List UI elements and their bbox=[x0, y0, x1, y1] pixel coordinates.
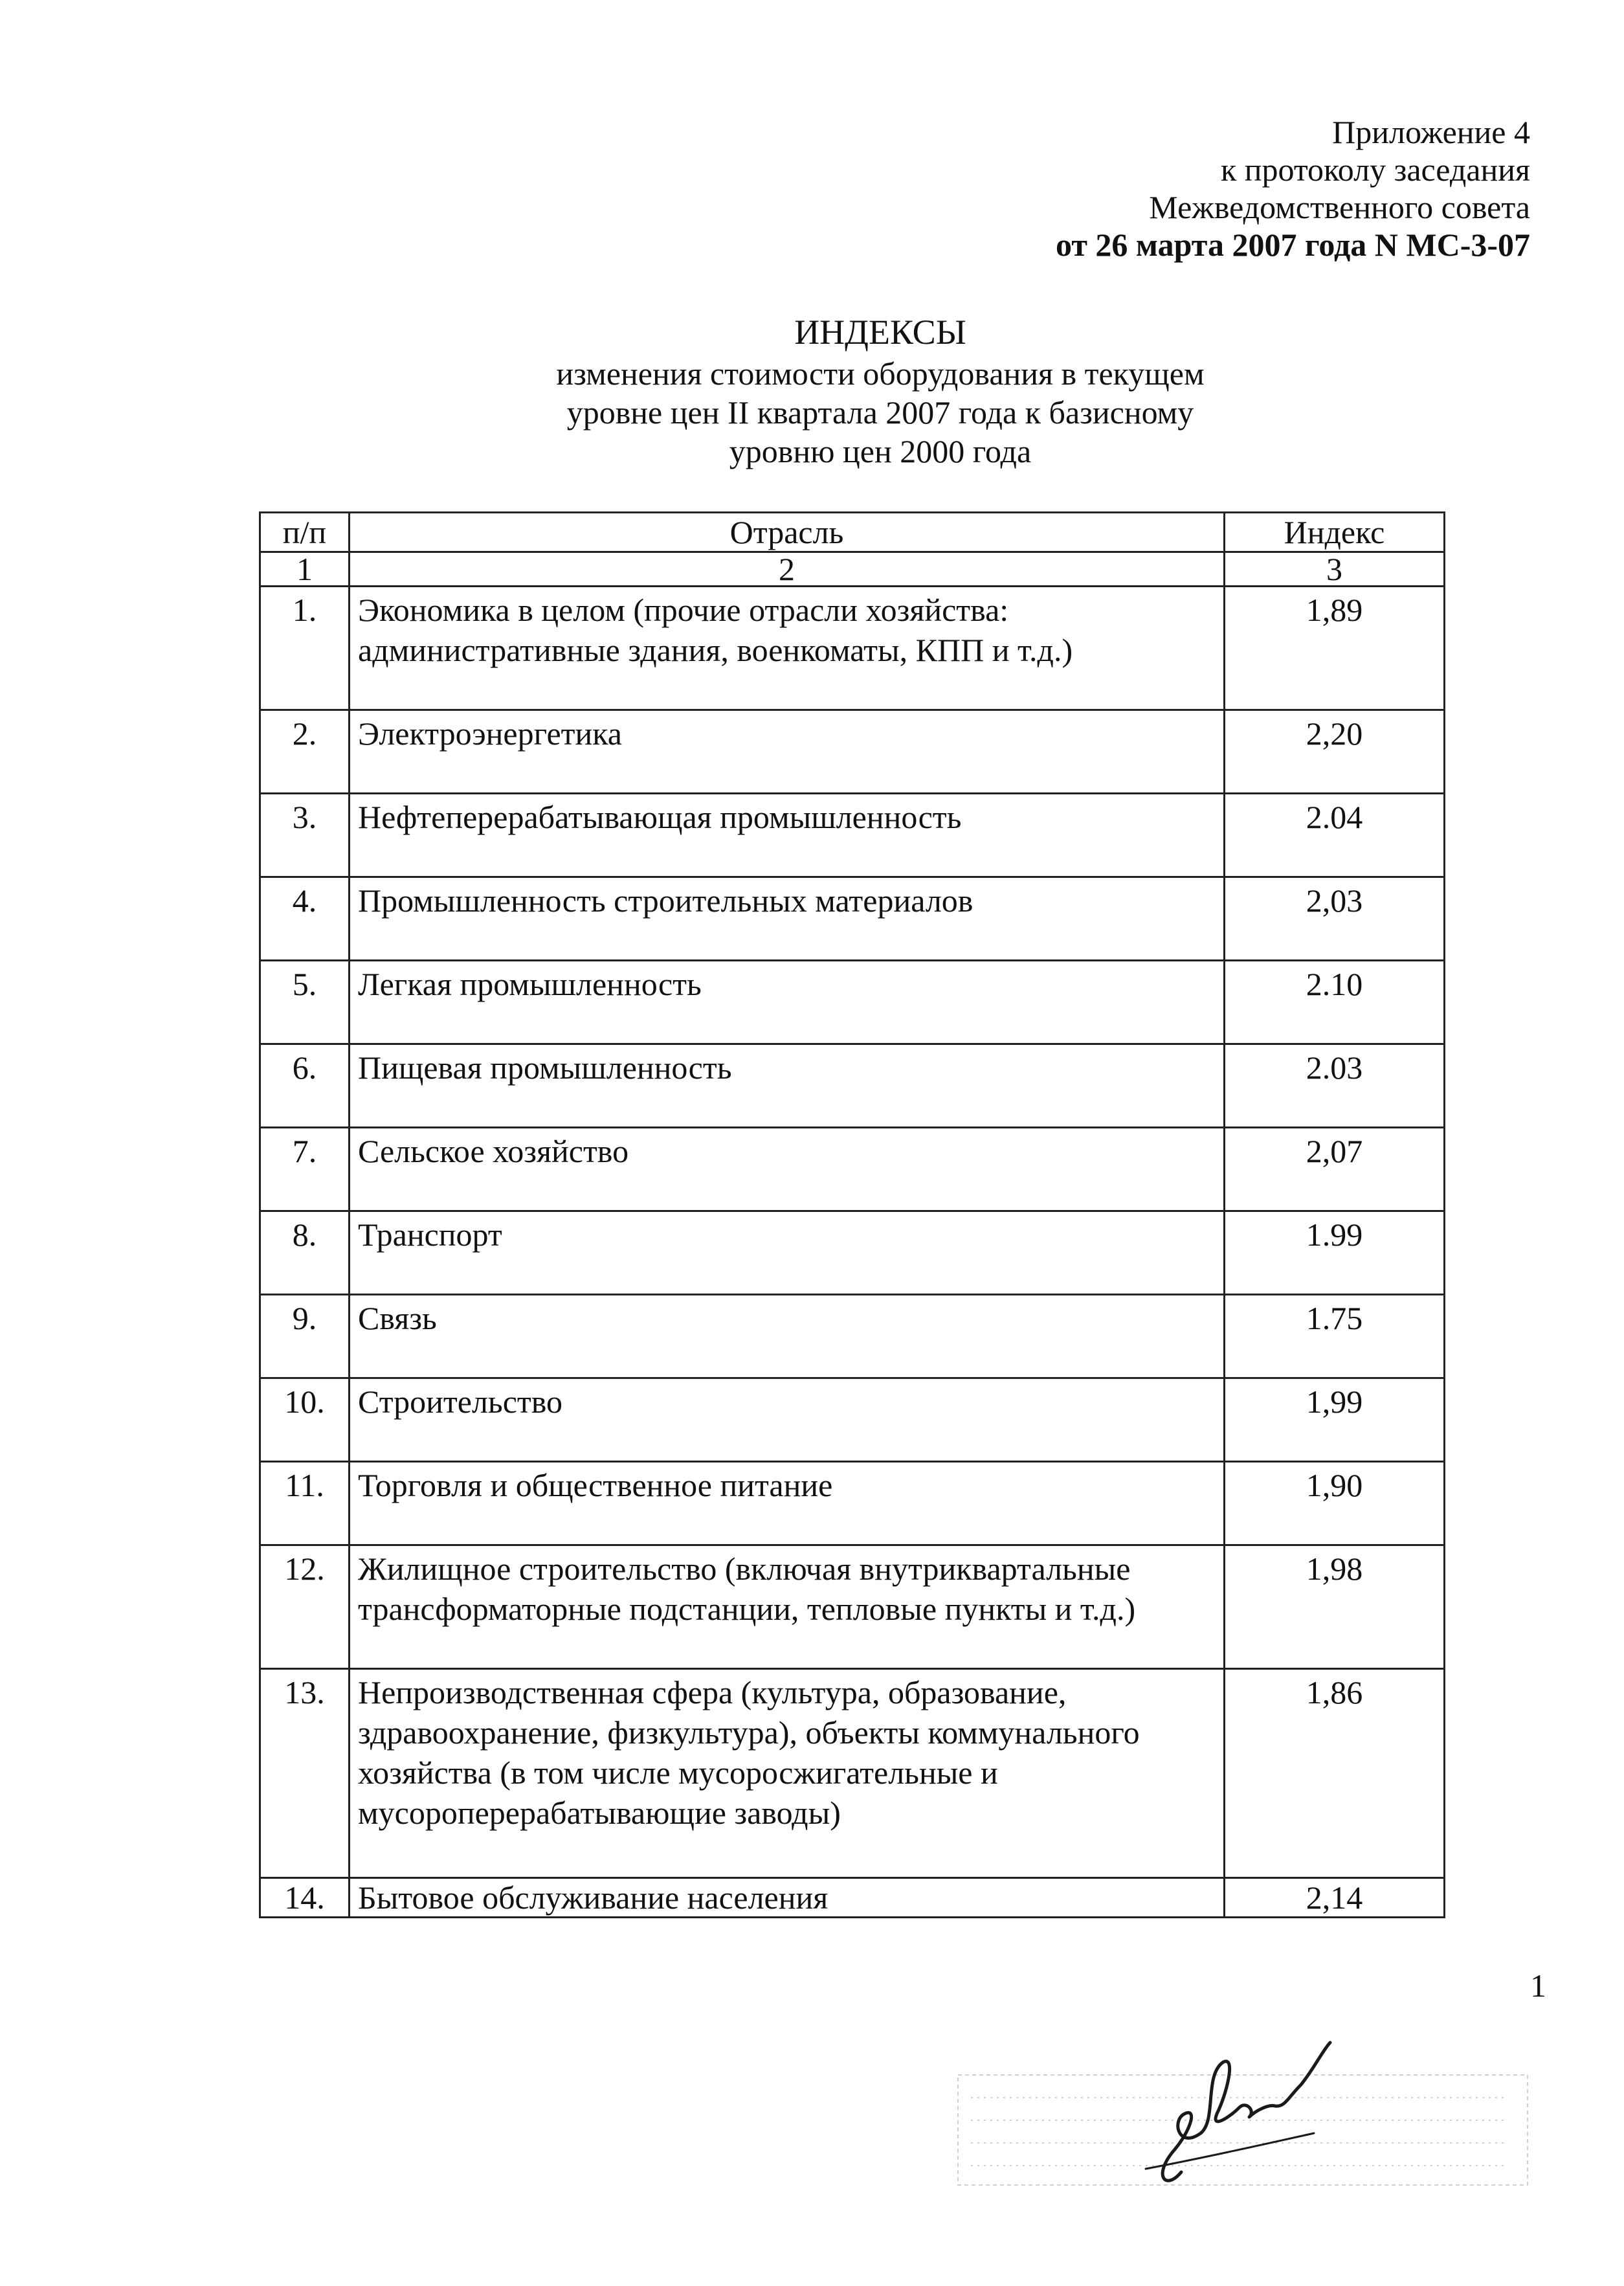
table-row bbox=[260, 1878, 1445, 1918]
row-number: 11. bbox=[260, 1462, 350, 1545]
row-number: 2. bbox=[260, 710, 350, 794]
row-index-value: 1,99 bbox=[1225, 1378, 1445, 1462]
row-index-value: 1.75 bbox=[1225, 1295, 1445, 1378]
table-row bbox=[260, 1295, 1445, 1378]
row-industry: Экономика в целом (прочие отрасли хозяйства: административные здания, военкоматы, КПП и т.д.) bbox=[350, 587, 1225, 710]
table-row bbox=[260, 587, 1445, 710]
table-row bbox=[260, 877, 1445, 961]
row-industry: Промышленность строительных материалов bbox=[350, 877, 1225, 961]
row-number: 12. bbox=[260, 1545, 350, 1669]
row-index-value: 2,20 bbox=[1225, 710, 1445, 794]
table-row bbox=[260, 1545, 1445, 1669]
row-number: 1. bbox=[260, 587, 350, 710]
row-number: 10. bbox=[260, 1378, 350, 1462]
row-number: 9. bbox=[260, 1295, 350, 1378]
appendix-header bbox=[1056, 113, 1530, 263]
title-line: изменения стоимости оборудования в текущем bbox=[556, 355, 1205, 392]
page-number: 1 bbox=[1530, 1967, 1546, 2004]
row-industry: Торговля и общественное питание bbox=[350, 1462, 1225, 1545]
row-index-value: 2,03 bbox=[1225, 877, 1445, 961]
row-industry: Непроизводственная сфера (культура, образование, здравоохранение, физкультура), объекты коммунального хозяйства (в том числе мусоросжигательные и мусороперерабатывающие заводы) bbox=[350, 1669, 1225, 1878]
table-row bbox=[260, 710, 1445, 794]
table-row bbox=[260, 1669, 1445, 1878]
row-industry: Транспорт bbox=[350, 1211, 1225, 1295]
row-number: 6. bbox=[260, 1044, 350, 1128]
row-number: 8. bbox=[260, 1211, 350, 1295]
row-industry: Пищевая промышленность bbox=[350, 1044, 1225, 1128]
row-industry: Связь bbox=[350, 1295, 1225, 1378]
signature-underline bbox=[1146, 2133, 1314, 2169]
row-number: 3. bbox=[260, 794, 350, 877]
row-index-value: 2.10 bbox=[1225, 961, 1445, 1044]
appendix-line: Приложение 4 bbox=[1332, 114, 1530, 150]
row-index-value: 2.04 bbox=[1225, 794, 1445, 877]
row-industry: Сельское хозяйство bbox=[350, 1128, 1225, 1211]
header-industry: Отрасль bbox=[350, 513, 1225, 552]
stamp-box bbox=[958, 2075, 1528, 2185]
row-industry: Бытовое обслуживание населения bbox=[350, 1878, 1225, 1918]
row-index-value: 2,14 bbox=[1225, 1878, 1445, 1918]
document-title bbox=[414, 313, 1346, 471]
row-number: 4. bbox=[260, 877, 350, 961]
table-header-row bbox=[260, 513, 1445, 552]
row-number: 7. bbox=[260, 1128, 350, 1211]
appendix-line: к протоколу заседания bbox=[1220, 151, 1530, 188]
column-number-row bbox=[260, 552, 1445, 587]
table-row bbox=[260, 1128, 1445, 1211]
title-heading: ИНДЕКСЫ bbox=[794, 313, 966, 352]
header-index: Индекс bbox=[1225, 513, 1445, 552]
table-row bbox=[260, 1462, 1445, 1545]
row-index-value: 1,86 bbox=[1225, 1669, 1445, 1878]
row-index-value: 1,89 bbox=[1225, 587, 1445, 710]
row-index-value: 2,07 bbox=[1225, 1128, 1445, 1211]
table-row bbox=[260, 794, 1445, 877]
row-industry: Электроэнергетика bbox=[350, 710, 1225, 794]
row-index-value: 1,98 bbox=[1225, 1545, 1445, 1669]
table-row bbox=[260, 1378, 1445, 1462]
row-index-value: 1,90 bbox=[1225, 1462, 1445, 1545]
table-row bbox=[260, 961, 1445, 1044]
table-row bbox=[260, 1044, 1445, 1128]
column-number: 1 bbox=[260, 552, 350, 587]
row-industry: Строительство bbox=[350, 1378, 1225, 1462]
column-number: 3 bbox=[1225, 552, 1445, 587]
row-number: 14. bbox=[260, 1878, 350, 1918]
appendix-line: Межведомственного совета bbox=[1149, 189, 1530, 225]
row-number: 13. bbox=[260, 1669, 350, 1878]
header-number: п/п bbox=[260, 513, 350, 552]
column-number: 2 bbox=[350, 552, 1225, 587]
protocol-reference: от 26 марта 2007 года N МС-3-07 bbox=[1056, 227, 1530, 263]
row-index-value: 1.99 bbox=[1225, 1211, 1445, 1295]
row-industry: Легкая промышленность bbox=[350, 961, 1225, 1044]
signature-stamp bbox=[951, 2036, 1534, 2198]
title-line: уровне цен II квартала 2007 года к базисному bbox=[566, 394, 1194, 431]
row-index-value: 2.03 bbox=[1225, 1044, 1445, 1128]
row-number: 5. bbox=[260, 961, 350, 1044]
table-row bbox=[260, 1211, 1445, 1295]
row-industry: Нефтеперерабатывающая промышленность bbox=[350, 794, 1225, 877]
row-industry: Жилищное строительство (включая внутриквартальные трансформаторные подстанции, тепловые пункты и т.д.) bbox=[350, 1545, 1225, 1669]
title-line: уровню цен 2000 года bbox=[729, 433, 1032, 469]
index-table bbox=[259, 511, 1445, 1918]
